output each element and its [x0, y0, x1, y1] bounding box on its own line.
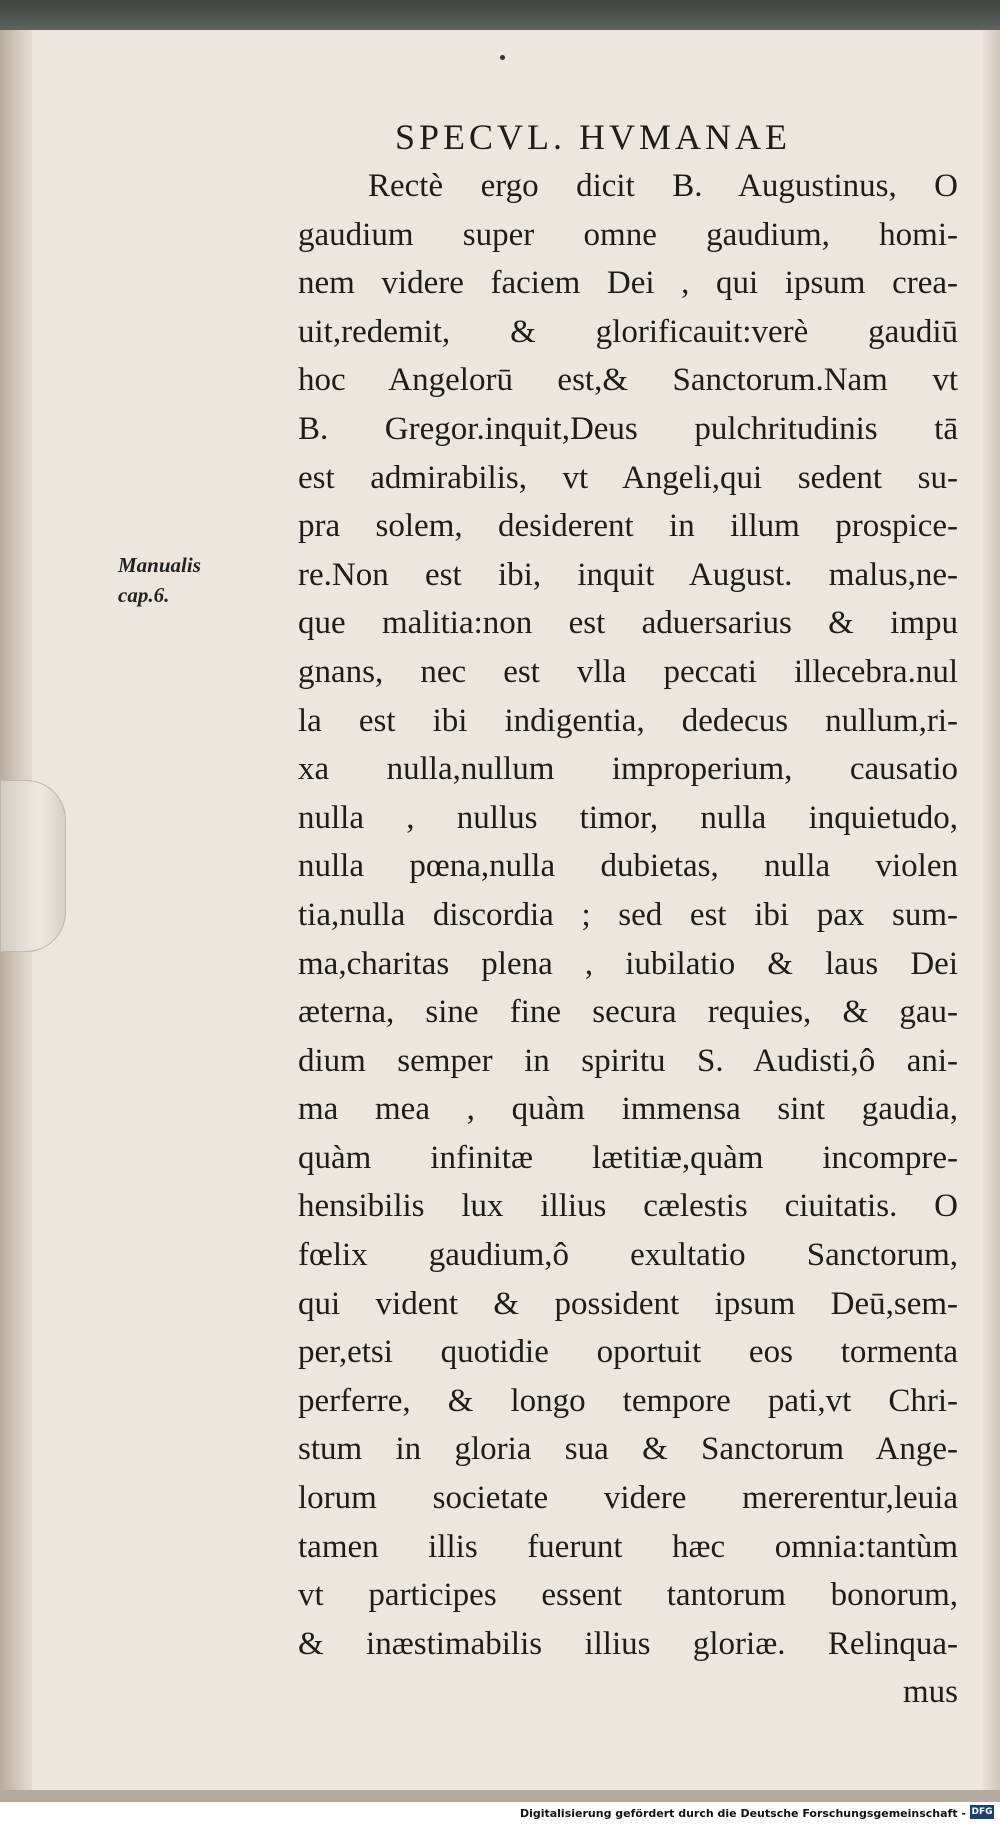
text-line: ma,charitas plena , iubilatio & laus Dei	[298, 945, 958, 982]
text-line: lorum societate videre mererentur,leuia	[298, 1480, 958, 1517]
text-line: Rectè ergo dicit B. Augustinus, O	[368, 168, 958, 204]
text-line: re.Non est ibi, inquit August. malus,ne-	[298, 556, 958, 593]
footer-credit: Digitalisierung gefördert durch die Deutsche Forschungsgemeinschaft -	[519, 1807, 966, 1820]
marginal-note-line: cap.6.	[118, 583, 170, 607]
text-line: gnans, nec est vlla peccati illecebra.nul	[298, 653, 958, 690]
page-right-edge	[982, 30, 1000, 1800]
text-line: tia,nulla discordia ; sed est ibi pax sum-	[298, 896, 958, 933]
text-line: & inæstimabilis illius gloriæ. Relinqua-	[298, 1625, 958, 1662]
text-line: xa nulla,nullum improperium, causatio	[298, 751, 958, 788]
marginal-note	[118, 550, 201, 610]
marginal-note-line: Manualis	[118, 553, 201, 577]
text-line: perferre, & longo tempore pati,vt Chri-	[298, 1382, 958, 1419]
text-line: la est ibi indigentia, dedecus nullum,ri-	[298, 702, 958, 739]
text-line: mus	[902, 1674, 958, 1711]
text-line: B. Gregor.inquit,Deus pulchritudinis tā	[298, 410, 958, 447]
text-line: hensibilis lux illius cælestis ciuitatis. O	[298, 1188, 958, 1225]
text-line: vt participes essent tantorum bonorum,	[298, 1577, 958, 1614]
text-line: fœlix gaudium,ô exultatio Sanctorum,	[298, 1237, 958, 1274]
text-line: hoc Angelorū est,& Sanctorum.Nam vt	[298, 362, 958, 399]
ink-dot	[500, 55, 505, 60]
text-line: est admirabilis, vt Angeli,qui sedent su-	[298, 459, 958, 496]
body-text	[298, 162, 958, 1717]
text-line: pra solem, desiderent in illum prospice-	[298, 508, 958, 545]
scan-top-border	[0, 0, 1000, 30]
dfg-logo: DFG	[971, 1807, 993, 1817]
text-line: que malitia:non est aduersarius & impu	[298, 605, 958, 642]
text-line: tamen illis fuerunt hæc omnia:tantùm	[298, 1528, 958, 1565]
text-line: dium semper in spiritu S. Audisti,ô ani-	[298, 1042, 958, 1079]
text-line: stum in gloria sua & Sanctorum Ange-	[298, 1431, 958, 1468]
text-line: nulla pœna,nulla dubietas, nulla violen	[298, 848, 958, 885]
text-line: gaudium super omne gaudium, homi-	[298, 216, 958, 253]
page-clip	[0, 780, 66, 952]
text-line: quàm infinitæ lætitiæ,quàm incompre-	[298, 1139, 958, 1176]
scan-bottom-border	[0, 1790, 1000, 1802]
text-line: nem videre faciem Dei , qui ipsum crea-	[298, 265, 958, 302]
text-line: per,etsi quotidie oportuit eos tormenta	[298, 1334, 958, 1371]
text-line: æterna, sine fine secura requies, & gau-	[298, 994, 958, 1031]
text-line: nulla , nullus timor, nulla inquietudo,	[298, 799, 958, 836]
running-head: SPECVL. HVMANAE	[395, 117, 792, 157]
text-line: ma mea , quàm immensa sint gaudia,	[298, 1091, 958, 1128]
text-line: qui vident & possident ipsum Deū,sem-	[298, 1285, 958, 1322]
text-line: uit,redemit, & glorificauit:verè gaudiū	[298, 313, 958, 350]
